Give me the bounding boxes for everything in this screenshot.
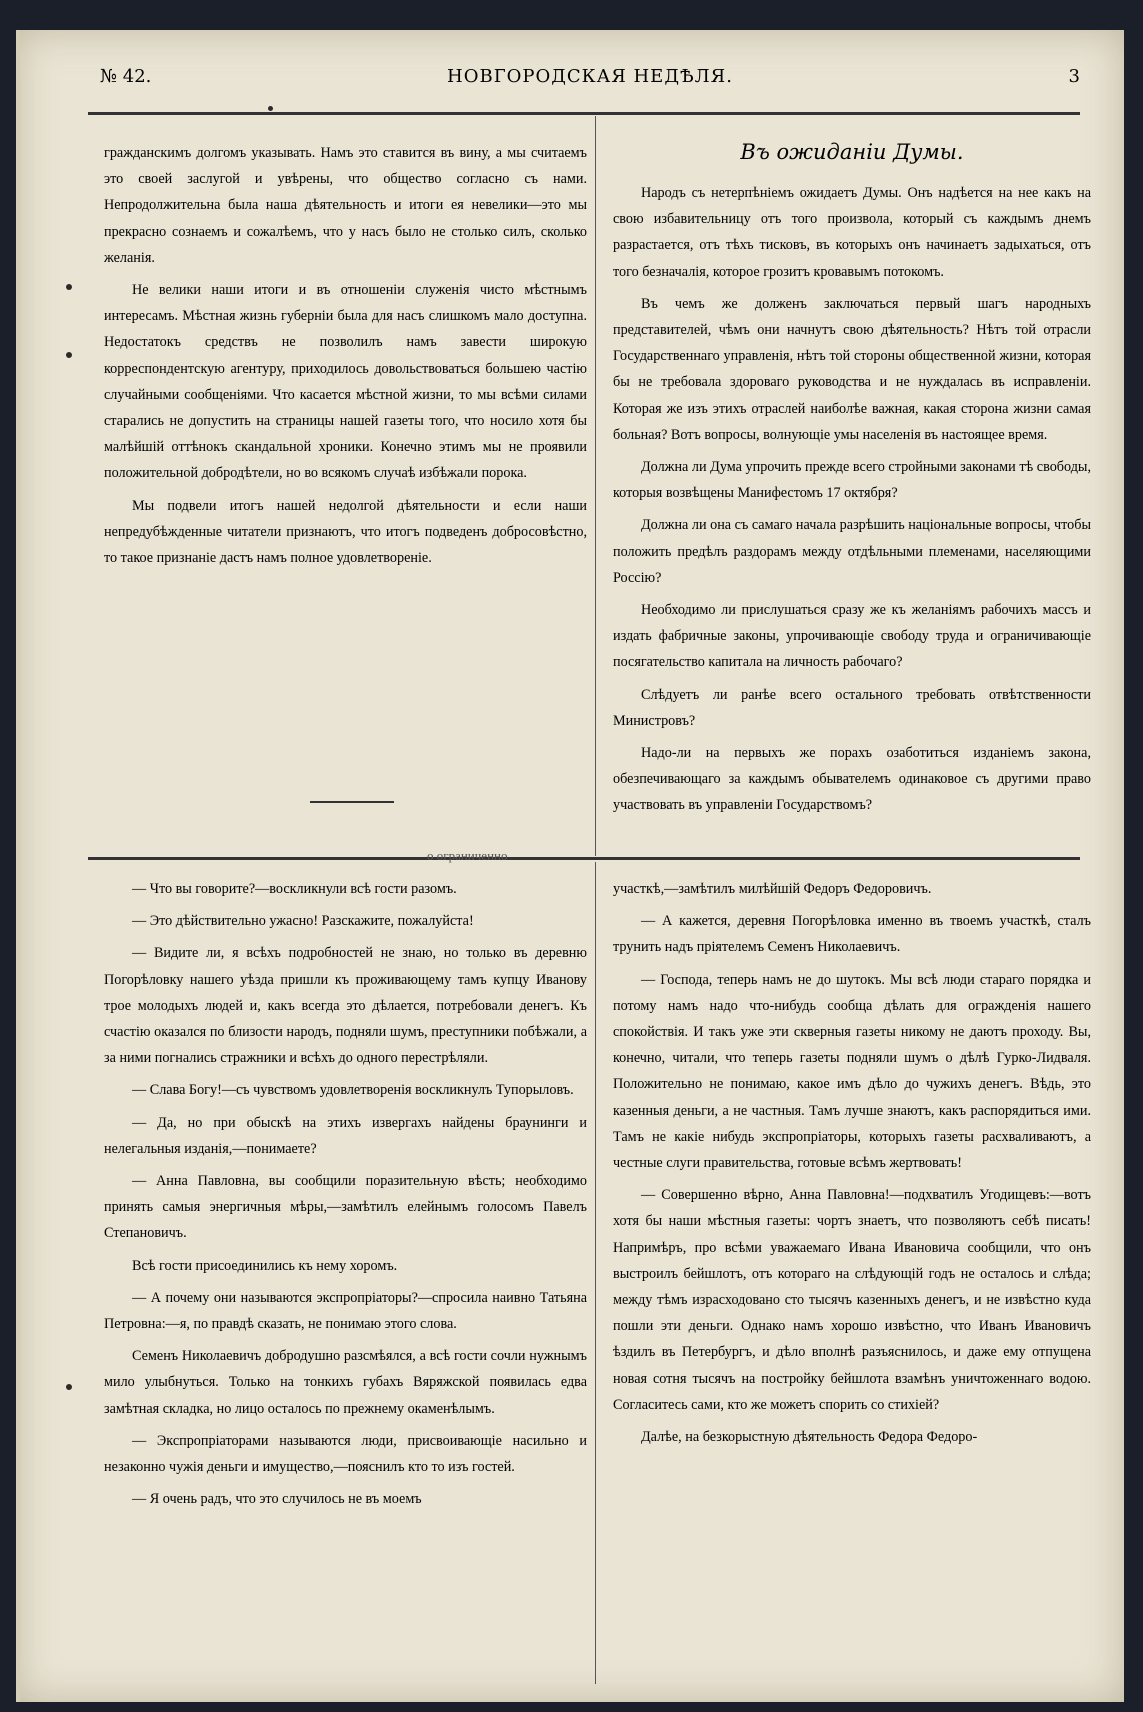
- bottom-left-column: [104, 876, 587, 1518]
- newspaper-title: НОВГОРОДСКАЯ НЕДѢЛЯ.: [447, 66, 733, 87]
- paragraph: Семенъ Николаевичъ добродушно разсмѣялся, а всѣ гости сочли нужнымъ мило улыбнуться. Только на тонкихъ губахъ Вяряжской появилась едва замѣтная складка, но лицо осталось по прежнему окаменѣлымъ.: [104, 1348, 587, 1417]
- top-left-column: [104, 140, 587, 577]
- page-number: 3: [1068, 66, 1080, 87]
- article-title: Въ ожиданіи Думы.: [740, 140, 964, 164]
- paragraph: Въ чемъ же долженъ заключаться первый шагъ народныхъ представителей, чѣмъ они начнутъ свою дѣятельность? Нѣтъ той отрасли Государственнаго управленія, нѣтъ той стороны общественной жизни, которая бы не требовала здороваго руководства и не нуждалась въ исправленіи. Которая же изъ этихъ отраслей наиболѣе важная, какая сторона жизни самая больная? Вотъ вопросы, волнующіе умы населенія въ настоящее время.: [613, 295, 1091, 443]
- paragraph: Мы подвели итогъ нашей недолгой дѣятельности и если наши непредубѣжденные читатели признаютъ, что итогъ подведенъ добросовѣстно, то такое признаніе дастъ намъ полное удовлетвореніе.: [104, 497, 587, 567]
- paragraph: гражданскимъ долгомъ указывать. Намъ это ставится въ вину, а мы считаемъ это своей заслугой и увѣрены, что общество согласно съ нами. Непродолжительна была наша дѣятельность и итоги ея невелики—это мы прекрасно сознаемъ и сожалѣемъ, что у насъ было не столько силъ, сколько желанія.: [104, 145, 587, 266]
- paragraph: Необходимо ли прислушаться сразу же къ желаніямъ рабочихъ массъ и издать фабричные законы, упрочивающіе свободу труда и ограничивающіе посягательство капитала на личность рабочаго?: [613, 602, 1091, 671]
- ink-spot: [66, 284, 72, 290]
- bottom-right-column: [613, 876, 1091, 1456]
- paragraph: Надо-ли на первыхъ же порахъ озаботиться изданіемъ закона, обезпечивающаго за каждымъ обывателемъ одинаковое съ другими право участвовать въ управленіи Государствомъ?: [613, 745, 1091, 814]
- paragraph: — Экспропріаторами называются люди, присвоивающіе насильно и незаконно чужія деньги и имущество,—пояснилъ кто то изъ гостей.: [104, 1432, 587, 1476]
- ink-spot: [66, 1384, 72, 1390]
- column-divider-bottom: [595, 862, 596, 1684]
- ink-spot: [268, 106, 273, 111]
- paragraph: — Господа, теперь намъ не до шутокъ. Мы всѣ люди стараго порядка и потому намъ надо что-нибудь сообща дѣлать для огражденія нашего спокойствія. И такъ уже эти скверныя газеты никому не даютъ проходу. Вы, конечно, читали, что теперь газеты подняли шумъ о дѣлѣ Гурко-Лидваля. Положительно не понимаю, какое имъ дѣло до чужихъ денегъ. Вѣдь, это казенныя деньги, а не частныя. Тамъ лучше знаютъ, какъ распорядиться ими. Тамъ не какіе нибудь экспропріаторы, которыхъ газеты расхваливаютъ, а честные слуги правительства, готовые всѣмъ жертвовать!: [613, 971, 1091, 1172]
- paragraph: Должна ли она съ самаго начала разрѣшить національные вопросы, чтобы положить предѣлъ раздорамъ между отдѣльными племенами, населяющими Россію?: [613, 517, 1092, 586]
- paragraph: — Это дѣйствительно ужасно! Разскажите, пожалуйста!: [132, 913, 474, 930]
- paragraph: Далѣе, на безкорыстную дѣятельность Федора Федоро-: [641, 1429, 978, 1446]
- feuilleton-rule: [88, 857, 1080, 860]
- ink-spot: [66, 352, 72, 358]
- top-right-column: [613, 180, 1091, 825]
- paragraph: Должна ли Дума упрочить прежде всего стройными законами тѣ свободы, которыя возвѣщены Манифестомъ 17 октября?: [613, 459, 1091, 502]
- section-separator: [310, 801, 394, 803]
- page-header: [100, 66, 1080, 96]
- paragraph: — Совершенно вѣрно, Анна Павловна!—подхватилъ Угодищевъ:—вотъ хотя бы наши мѣстныя газеты: чортъ знаетъ, что позволяютъ себѣ писать! Напримѣръ, про всѣми уважаемаго Ивана Ивановича сообщили, что онъ выстроилъ бейшлотъ, отъ котораго на слѣдующій годъ не осталось и слѣда; между тѣмъ израсходовано сто тысячъ казенныхъ денегъ, и не извѣстно куда пошли эти деньги. Однако намъ хорошо извѣстно, что Иванъ Ивановичъ ѣздилъ въ Петербургъ, и дѣло вполнѣ разъяснилось, и даже ему отпущена новая сотня тысячъ на постройку бейшлота взамѣнъ уничтоженнаго водою. Согласитесь сами, кто же можетъ спорить со стихіей?: [613, 1187, 1091, 1413]
- paragraph: — Да, но при обыскѣ на этихъ извергахъ найдены браунинги и нелегальныя изданія,—понимаете?: [104, 1114, 587, 1157]
- paragraph: участкѣ,—замѣтилъ милѣйшій Федоръ Федоровичъ.: [613, 881, 932, 897]
- paragraph: — Видите ли, я всѣхъ подробностей не знаю, но только въ деревню Погорѣловку нашего уѣзда пришли къ проживающему тамъ купцу Иванову трое молодыхъ людей и, какъ всегда это дѣлается, потребовали денегъ. Къ счастію оказался по близости народъ, подняли шумъ, преступники побѣжали, а за ними погнались стражники и всѣхъ до одного перестрѣляли.: [104, 945, 587, 1067]
- torn-text-fragment: о ограниченно: [427, 848, 508, 863]
- paragraph: Всѣ гости присоединились къ нему хоромъ.: [132, 1257, 398, 1274]
- paragraph: — А почему они называются экспропріаторы?—спросила наивно Татьяна Петровна:—я, по правдѣ сказать, не понимаю этого слова.: [104, 1289, 587, 1333]
- paragraph: Народъ съ нетерпѣніемъ ожидаетъ Думы. Онъ надѣется на нее какъ на свою избавительницу отъ того произвола, который съ каждымъ днемъ разрастается, отъ тѣхъ тисковъ, въ которыхъ онъ начинаетъ задыхаться, отъ того безначалія, которое грозитъ кровавымъ потокомъ.: [613, 185, 1091, 280]
- paragraph: Не велики наши итоги и въ отношеніи служенія чисто мѣстнымъ интересамъ. Мѣстная жизнь губерніи была для насъ слишкомъ мало доступна. Недостатокъ средствъ не позволилъ намъ завести широкую корреспондентскую агентуру, приходилось довольствоваться большею частію случайными сообщеніями. Что касается мѣстной жизни, то мы всѣми силами старались не допустить на страницы нашей газеты того, что носило хотя бы малѣйшій оттѣнокъ скандальной хроники. Конечно этимъ мы не проявили положительной добродѣтели, но во всякомъ случаѣ избѣжали порока.: [104, 282, 587, 482]
- column-divider-top: [595, 116, 596, 856]
- paragraph: — Анна Павловна, вы сообщили поразительную вѣсть; необходимо принять самыя энергичныя мѣры,—замѣтилъ елейнымъ голосомъ Павелъ Степановичъ.: [104, 1173, 587, 1242]
- paragraph: — Слава Богу!—съ чувствомъ удовлетворенія воскликнулъ Тупорыловъ.: [132, 1082, 574, 1099]
- header-rule: [88, 112, 1080, 115]
- issue-number: № 42.: [100, 66, 152, 87]
- paragraph: — А кажется, деревня Погорѣловка именно въ твоемъ участкѣ, сталъ трунить надъ пріятелемъ Семенъ Николаевичъ.: [613, 913, 1091, 956]
- paragraph: Слѣдуетъ ли ранѣе всего остального требовать отвѣтственности Министровъ?: [613, 686, 1091, 729]
- paragraph: — Что вы говорите?—воскликнули всѣ гости разомъ.: [132, 881, 457, 897]
- paragraph: — Я очень радъ, что это случилось не въ моемъ: [132, 1491, 422, 1508]
